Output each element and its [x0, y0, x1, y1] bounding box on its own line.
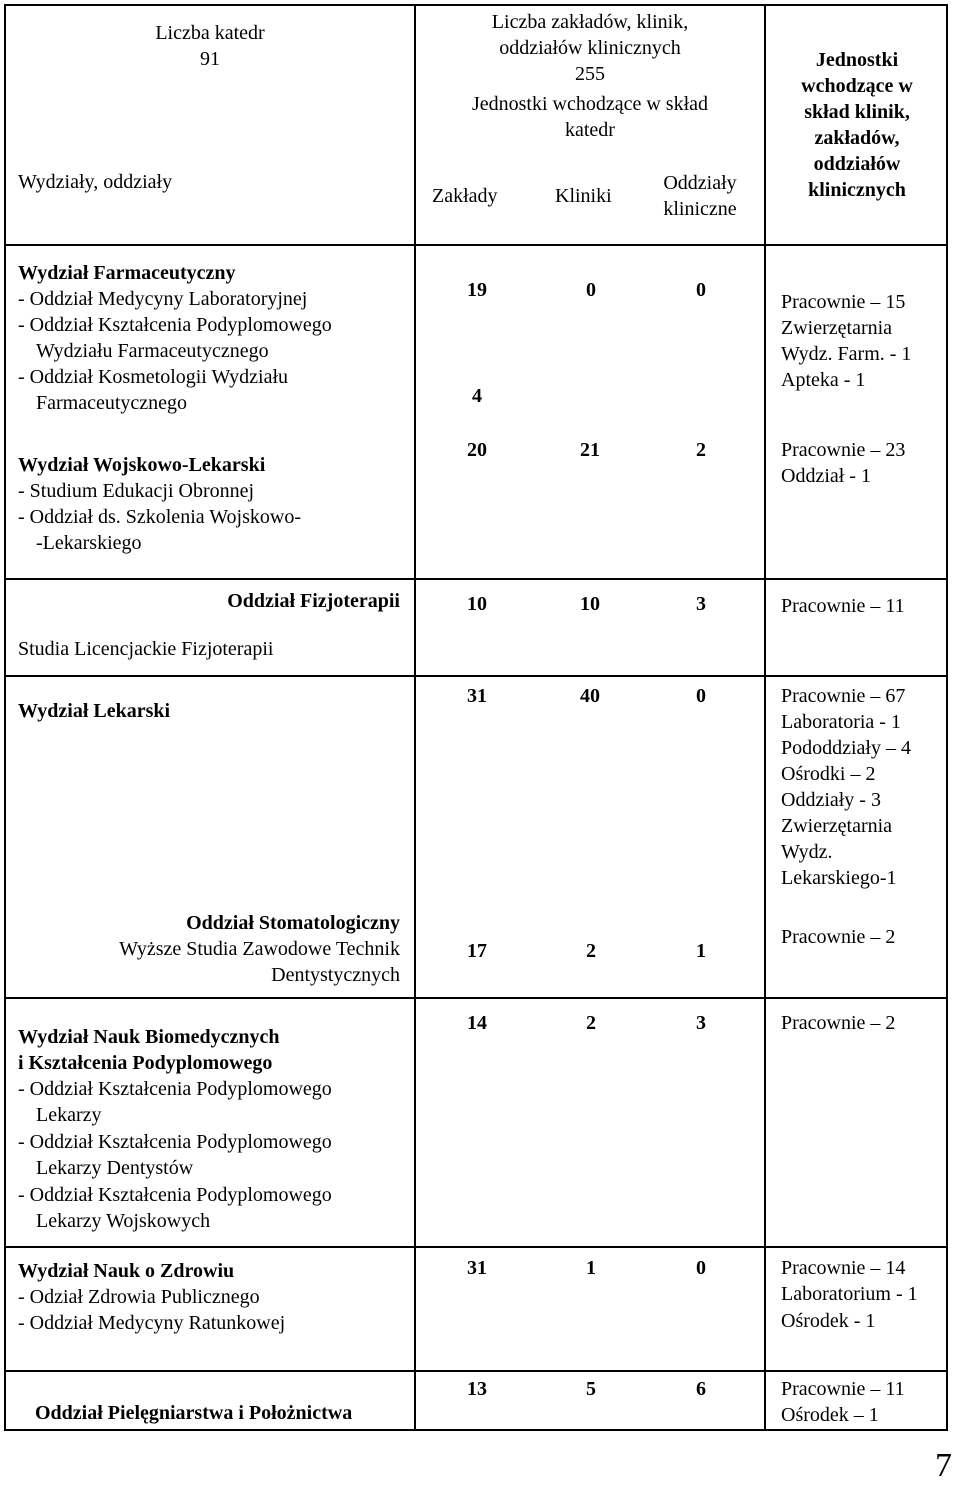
- row-farm-title: Wydział Farmaceutyczny: [18, 262, 236, 284]
- row-zdrowie-kliniki: 1: [586, 1257, 596, 1279]
- row-zdrowie-line: - Oddział Medycyny Ratunkowej: [18, 1312, 286, 1334]
- row-lek-unit: Laboratoria - 1: [781, 711, 901, 733]
- row-wojsk-unit: Oddział - 1: [781, 465, 871, 487]
- row-wojsk-line: - Studium Edukacji Obronnej: [18, 480, 255, 502]
- row-piel-oddzialy: 6: [696, 1378, 706, 1400]
- row-lek-unit: Wydz.: [781, 841, 833, 863]
- row-farm-line: - Oddział Kosmetologii Wydziału: [18, 366, 289, 388]
- row-wojsk-line: -Lekarskiego: [36, 532, 142, 554]
- row-biomed-kliniki: 2: [586, 1012, 596, 1034]
- row-stoma-title: Oddział Stomatologiczny: [186, 912, 400, 934]
- row-lek-zaklady: 31: [467, 685, 487, 707]
- row-wojsk-kliniki: 21: [580, 439, 600, 461]
- row-farm-unit: Wydz. Farm. - 1: [781, 343, 912, 365]
- row-divider: [4, 675, 948, 677]
- row-fizjo-unit: Pracownie – 11: [781, 595, 905, 617]
- row-piel-zaklady: 13: [467, 1378, 487, 1400]
- row-fizjo-oddzialy: 3: [696, 593, 706, 615]
- row-piel-unit: Ośrodek – 1: [781, 1404, 879, 1426]
- row-divider: [4, 578, 948, 580]
- col-divider-1: [414, 4, 416, 1431]
- row-lek-unit: Pododdziały – 4: [781, 737, 911, 759]
- row-zdrowie-line: - Odział Zdrowia Publicznego: [18, 1286, 260, 1308]
- header-katedr-sub-2: katedr: [565, 119, 615, 141]
- header-jednostki-4: zakładów,: [814, 127, 900, 149]
- col-divider-2: [764, 4, 766, 1431]
- header-zaklady-count: 255: [575, 63, 605, 85]
- row-biomed-line: - Oddział Kształcenia Podyplomowego: [18, 1078, 332, 1100]
- row-stoma-oddzialy: 1: [696, 940, 706, 962]
- row-zdrowie-unit: Laboratorium - 1: [781, 1283, 918, 1305]
- row-zdrowie-unit: Pracownie – 14: [781, 1257, 906, 1279]
- row-lek-unit: Zwierzętarnia: [781, 815, 893, 837]
- row-stoma-line: Wyższe Studia Zawodowe Technik: [119, 938, 400, 960]
- row-biomed-title: i Kształcenia Podyplomowego: [18, 1052, 273, 1074]
- row-fizjo-line: Studia Licencjackie Fizjoterapii: [18, 638, 274, 660]
- row-piel-title: Oddział Pielęgniarstwa i Położnictwa: [35, 1402, 353, 1424]
- row-fizjo-title: Oddział Fizjoterapii: [227, 590, 400, 612]
- header-divider: [4, 244, 948, 246]
- row-lek-kliniki: 40: [580, 685, 600, 707]
- row-lek-unit: Pracownie – 67: [781, 685, 906, 707]
- row-divider: [4, 1370, 948, 1372]
- header-kliniki: Kliniki: [555, 185, 612, 207]
- row-stoma-unit: Pracownie – 2: [781, 926, 896, 948]
- row-wojsk-zaklady: 20: [467, 439, 487, 461]
- row-biomed-title: Wydział Nauk Biomedycznych: [18, 1026, 280, 1048]
- header-oddzialy-2: kliniczne: [663, 198, 737, 220]
- row-lek-title: Wydział Lekarski: [18, 700, 171, 722]
- row-stoma-line: Dentystycznych: [271, 964, 400, 986]
- header-jednostki-2: wchodzące w: [801, 75, 913, 97]
- row-wojsk-oddzialy: 2: [696, 439, 706, 461]
- row-biomed-line: Lekarzy Wojskowych: [36, 1210, 211, 1232]
- row-lek-unit: Ośrodki – 2: [781, 763, 876, 785]
- row-farm-line: Wydziału Farmaceutycznego: [36, 340, 269, 362]
- row-zdrowie-unit: Ośrodek - 1: [781, 1310, 876, 1332]
- page-number: 7: [935, 1447, 952, 1484]
- header-zaklady-title-2: oddziałów klinicznych: [499, 37, 681, 59]
- row-lek-oddzialy: 0: [696, 685, 706, 707]
- row-fizjo-kliniki: 10: [580, 593, 600, 615]
- row-zdrowie-title: Wydział Nauk o Zdrowiu: [18, 1260, 235, 1282]
- header-wydzialy-label: Wydziały, oddziały: [18, 171, 173, 193]
- row-piel-kliniki: 5: [586, 1378, 596, 1400]
- header-jednostki-6: klinicznych: [808, 179, 906, 201]
- row-farm-extra: 4: [472, 385, 482, 407]
- row-piel-unit: Pracownie – 11: [781, 1378, 905, 1400]
- row-stoma-kliniki: 2: [586, 940, 596, 962]
- row-farm-kliniki: 0: [586, 279, 596, 301]
- row-divider: [4, 997, 948, 999]
- header-zaklady: Zakłady: [432, 185, 498, 207]
- header-zaklady-title-1: Liczba zakładów, klinik,: [491, 11, 689, 33]
- row-farm-zaklady: 19: [467, 279, 487, 301]
- row-farm-line: - Oddział Medycyny Laboratoryjnej: [18, 288, 308, 310]
- row-biomed-oddzialy: 3: [696, 1012, 706, 1034]
- row-biomed-line: - Oddział Kształcenia Podyplomowego: [18, 1131, 332, 1153]
- row-farm-unit: Pracownie – 15: [781, 291, 906, 313]
- row-lek-unit: Lekarskiego-1: [781, 867, 897, 889]
- header-jednostki-3: skład klinik,: [804, 101, 910, 123]
- header-katedr-label: Liczba katedr: [155, 22, 265, 44]
- row-zdrowie-oddzialy: 0: [696, 1257, 706, 1279]
- row-zdrowie-zaklady: 31: [467, 1257, 487, 1279]
- row-wojsk-unit: Pracownie – 23: [781, 439, 906, 461]
- header-oddzialy-1: Oddziały: [663, 172, 737, 194]
- row-biomed-zaklady: 14: [467, 1012, 487, 1034]
- row-farm-oddzialy: 0: [696, 279, 706, 301]
- row-farm-line: Farmaceutycznego: [36, 392, 188, 414]
- row-biomed-line: Lekarzy: [36, 1104, 102, 1126]
- row-farm-line: - Oddział Kształcenia Podyplomowego: [18, 314, 332, 336]
- row-biomed-unit: Pracownie – 2: [781, 1012, 896, 1034]
- header-jednostki-5: oddziałów: [813, 153, 901, 175]
- header-jednostki-1: Jednostki: [815, 49, 899, 71]
- row-biomed-line: - Oddział Kształcenia Podyplomowego: [18, 1184, 332, 1206]
- header-katedr-count: 91: [200, 48, 220, 70]
- row-farm-unit: Apteka - 1: [781, 369, 866, 391]
- header-katedr-sub-1: Jednostki wchodzące w skład: [471, 93, 709, 115]
- row-lek-unit: Oddziały - 3: [781, 789, 881, 811]
- row-biomed-line: Lekarzy Dentystów: [36, 1157, 194, 1179]
- row-stoma-zaklady: 17: [467, 940, 487, 962]
- row-fizjo-zaklady: 10: [467, 593, 487, 615]
- row-farm-unit: Zwierzętarnia: [781, 317, 893, 339]
- row-wojsk-title: Wydział Wojskowo-Lekarski: [18, 454, 266, 476]
- row-divider: [4, 1246, 948, 1248]
- row-wojsk-line: - Oddział ds. Szkolenia Wojskowo-: [18, 506, 301, 528]
